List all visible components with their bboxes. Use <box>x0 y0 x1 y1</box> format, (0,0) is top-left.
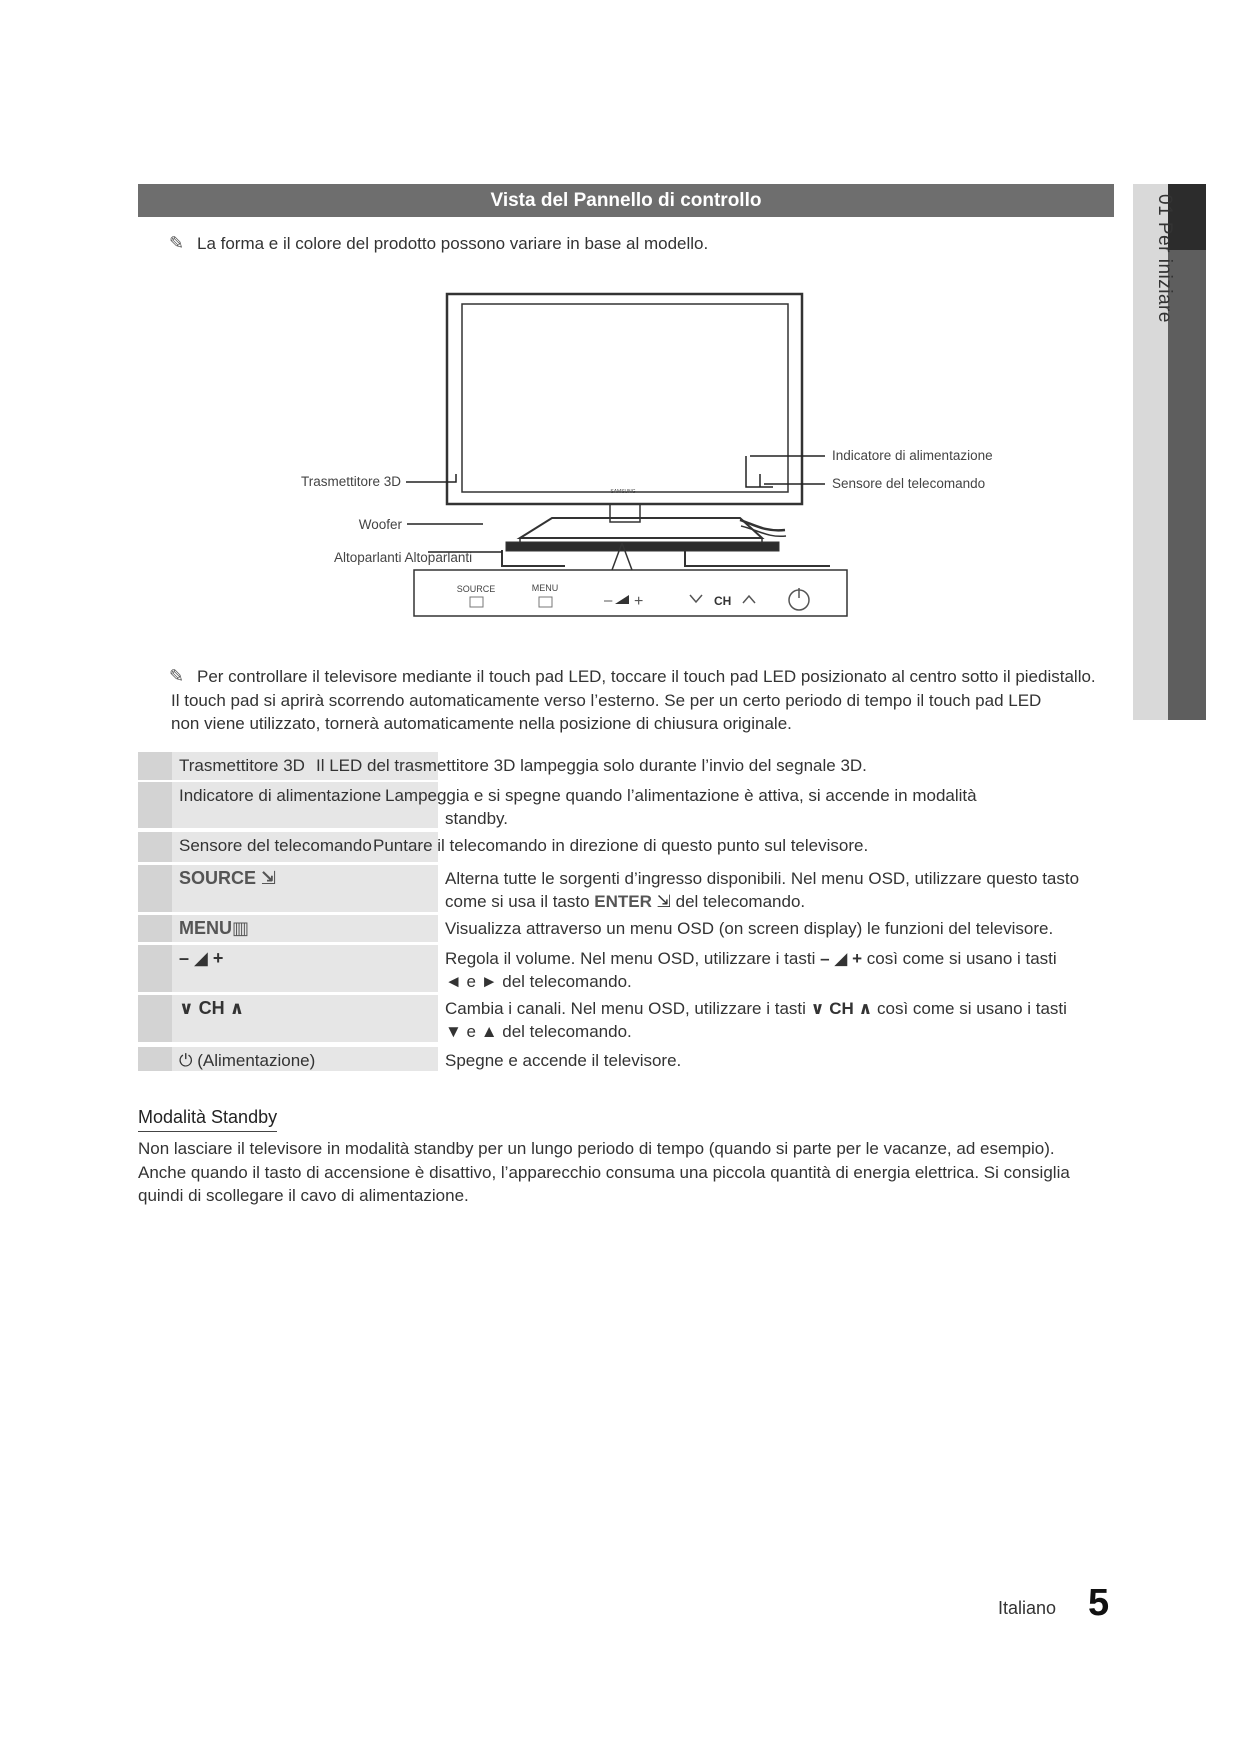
standby-body <box>138 1137 1113 1208</box>
standby-heading: Modalità Standby <box>138 1107 277 1132</box>
tv-control-panel-diagram <box>290 290 1020 630</box>
chevron-up-icon: ∧ <box>229 998 245 1018</box>
feature-row <box>138 832 1114 865</box>
feature-row <box>138 915 1114 945</box>
volume-icon: ◢ <box>834 949 848 968</box>
note-product-variation <box>171 232 708 256</box>
feature-desc: Puntare il telecomando in direzione di questo punto sul televisore. <box>373 836 869 855</box>
feature-name: – ◢ + <box>179 948 224 968</box>
speaker-bars <box>502 542 830 570</box>
note-line: Per controllare il televisore mediante il touch pad LED, toccare il touch pad LED posizionato al centro sotto il piedistallo. <box>197 667 1096 686</box>
note-touch-pad <box>171 665 1096 736</box>
feature-desc: Alterna tutte le sorgenti d’ingresso disponibili. Nel menu OSD, utilizzare questo tasto come si usa il tasto ENTER ⇲ del telecomando. <box>445 869 1080 911</box>
feature-row <box>138 865 1114 915</box>
feature-name: Trasmettitore 3D <box>179 756 305 775</box>
feature-name: Sensore del telecomando <box>179 836 372 855</box>
volume-icon: ◢ <box>194 948 208 968</box>
menu-icon: ▥ <box>232 918 250 938</box>
label-woofer: Woofer <box>358 517 402 532</box>
tv-stand <box>520 504 786 543</box>
feature-row <box>138 752 1114 782</box>
source-icon: ⇲ <box>261 868 277 888</box>
label-sensore-telecomando: Sensore del telecomando <box>832 476 986 491</box>
feature-desc: Lampeggia e si spegne quando l’alimentazione è attiva, si accende in modalità standby. <box>385 786 977 828</box>
feature-row <box>138 782 1114 832</box>
note-pencil-icon: ✎ <box>169 233 185 253</box>
feature-row <box>138 945 1114 995</box>
panel-volume-plus: + <box>634 593 644 610</box>
feature-desc: Cambia i canali. Nel menu OSD, utilizzare i tasti ∨ CH ∧ così come si usano i tasti ▼ e ▲ del telecomando. <box>445 999 1067 1041</box>
feature-table <box>138 752 1114 1073</box>
standby-line: quindi di scollegare il cavo di alimentazione. <box>138 1186 469 1205</box>
page-number: 5 <box>1088 1582 1110 1624</box>
note-line: Il touch pad si aprirà scorrendo automaticamente verso l’esterno. Se per un certo periodo di tempo il touch pad LED <box>171 690 1042 710</box>
enter-icon: ⇲ <box>656 892 671 911</box>
feature-row <box>138 1047 1114 1073</box>
note-line: non viene utilizzato, tornerà automaticamente nella posizione di chiusura originale. <box>171 714 792 733</box>
note-text: La forma e il colore del prodotto possono variare in base al modello. <box>197 234 709 253</box>
label-trasmettitore-3d: Trasmettitore 3D <box>300 474 401 489</box>
chapter-tab-label: 01 Per iniziare <box>1154 194 1175 323</box>
power-icon: ⏻ <box>179 1051 193 1070</box>
panel-menu-label: MENU <box>531 583 559 593</box>
chevron-down-icon: ∨ <box>179 998 194 1018</box>
panel-source-label: SOURCE <box>456 584 496 594</box>
feature-name: ⏻ (Alimentazione) <box>179 1051 316 1070</box>
label-indicatore-alimentazione: Indicatore di alimentazione <box>832 448 993 463</box>
feature-desc: Spegne e accende il televisore. <box>445 1051 682 1070</box>
footer-language: Italiano <box>998 1598 1057 1618</box>
note-pencil-icon: ✎ <box>169 666 185 686</box>
feature-row <box>138 995 1114 1047</box>
panel-volume-minus: – <box>604 592 613 609</box>
tv-outline <box>447 294 802 504</box>
feature-desc: Regola il volume. Nel menu OSD, utilizzare i tasti – ◢ + così come si usano i tasti ◄ e ► del telecomando. <box>445 949 1057 991</box>
control-panel <box>414 570 847 616</box>
feature-name: ∨ CH ∧ <box>179 998 245 1018</box>
feature-desc: Il LED del trasmettitore 3D lampeggia solo durante l’invio del segnale 3D. <box>316 756 867 775</box>
standby-line: Anche quando il tasto di accensione è disattivo, l’apparecchio consuma una piccola quantità di energia elettrica. Si consiglia <box>138 1162 1070 1182</box>
feature-name: Indicatore di alimentazione <box>179 786 382 805</box>
panel-ch-label: CH <box>714 594 732 608</box>
chapter-tab <box>1133 184 1206 720</box>
feature-desc: Visualizza attraverso un menu OSD (on screen display) le funzioni del televisore. <box>445 919 1054 938</box>
standby-line: Non lasciare il televisore in modalità standby per un lungo periodo di tempo (quando si parte per le vacanze, ad esempio). <box>138 1139 1055 1158</box>
feature-name: MENU▥ <box>179 918 250 938</box>
label-altoparlanti: Altoparlanti Altoparlanti <box>334 550 473 565</box>
feature-name: SOURCE ⇲ <box>179 868 277 888</box>
tv-brand-logo: SAMSUNG <box>610 489 636 495</box>
section-title: Vista del Pannello di controllo <box>138 184 1114 217</box>
